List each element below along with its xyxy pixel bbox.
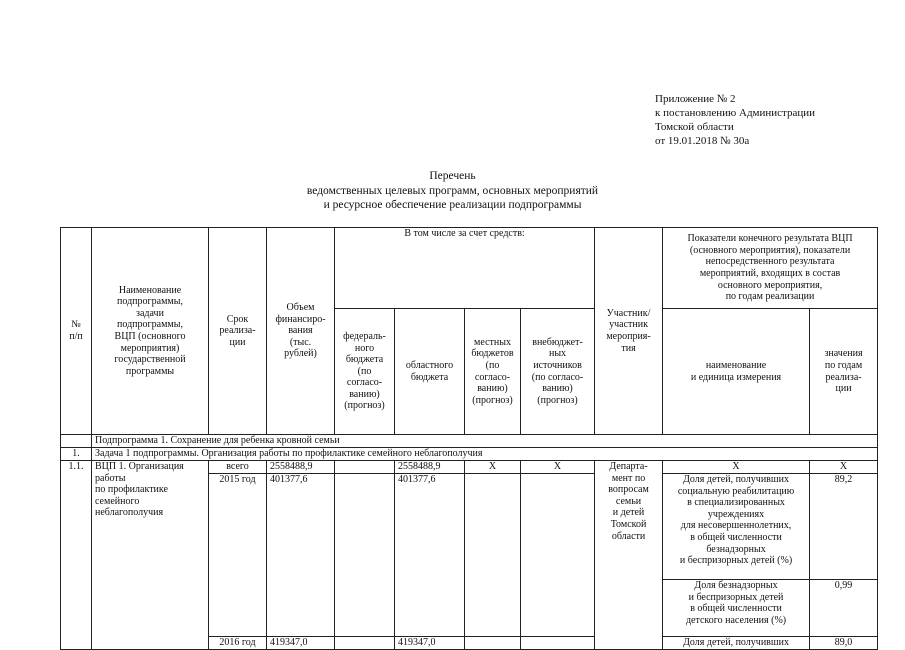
volume-2016: 419347,0 (267, 637, 335, 650)
regional-total: 2558488,9 (395, 461, 465, 474)
appendix-line: Приложение № 2 (655, 93, 736, 105)
federal-2016 (335, 637, 395, 650)
subprogram-num (61, 435, 92, 448)
header-indicators: Показатели конечного результата ВЦП (основного мероприятия), показатели непосредственного результата мероприятий, входящих в состав основного мероприятия, по годам реализации (663, 228, 878, 309)
participant: Департа- мент по вопросам семьи и детей Томской области (595, 461, 663, 650)
document-title (0, 169, 905, 213)
indicator-name: Доля детей, получивших (663, 637, 810, 650)
header-ind-values: значения по годам реализа- ции (810, 309, 878, 435)
extra-total: X (521, 461, 595, 474)
header-name: Наименование подпрограммы, задачи подпрограммы, ВЦП (основного мероприятия) государственной программы (92, 228, 209, 435)
ind-name-total: X (663, 461, 810, 474)
extra-2016 (521, 637, 595, 650)
federal-2015 (335, 474, 395, 637)
indicator-value: 0,99 (810, 580, 878, 637)
term-2015: 2015 год (209, 474, 267, 637)
header-ind-name: наименование и единица измерения (663, 309, 810, 435)
header-volume: Объем финансиро- вания (тыс. рублей) (267, 228, 335, 435)
header-extra: внебюджет- ных источников (по согласо- ванию) (прогноз) (521, 309, 595, 435)
ind-value-total: X (810, 461, 878, 474)
item-name: ВЦП 1. Организация работы по профилактике семейного неблагополучия (92, 461, 209, 650)
indicator-name: Доля безнадзорных и беспризорных детей в общей численности детского населения (%) (663, 580, 810, 637)
header-local: местных бюджетов (по согласо- ванию) (прогноз) (465, 309, 521, 435)
header-regional: областного бюджета (395, 309, 465, 435)
volume-total: 2558488,9 (267, 461, 335, 474)
extra-2015 (521, 474, 595, 637)
header-num: № п/п (61, 228, 92, 435)
task-num: 1. (61, 448, 92, 461)
local-2015 (465, 474, 521, 637)
title-line: ведомственных целевых программ, основных мероприятий (306, 184, 599, 197)
item-num: 1.1. (61, 461, 92, 650)
local-2016 (465, 637, 521, 650)
federal-total (335, 461, 395, 474)
appendix-line: к постановлению Администрации (655, 107, 816, 119)
indicator-name: Доля детей, получивших социальную реабилитацию в специализированных учреждениях для несовершеннолетних, в общей численности безнадзорных и беспризорных детей (%) (663, 474, 810, 580)
local-total: X (465, 461, 521, 474)
term-2016: 2016 год (209, 637, 267, 650)
header-term: Срок реализа- ции (209, 228, 267, 435)
program-table (60, 227, 878, 650)
term-total: всего (209, 461, 267, 474)
indicator-value: 89,0 (810, 637, 878, 650)
title-line: Перечень (429, 170, 476, 182)
regional-2015: 401377,6 (395, 474, 465, 637)
header-federal: федераль- ного бюджета (по согласо- ванию) (прогноз) (335, 309, 395, 435)
header-participant: Участник/ участник мероприя- тия (595, 228, 663, 435)
volume-2015: 401377,6 (267, 474, 335, 637)
appendix-line: Томской области (655, 121, 734, 133)
appendix-line: от 19.01.2018 № 30а (655, 135, 750, 147)
task-row: Задача 1 подпрограммы. Организация работы по профилактике семейного неблагополучия (92, 448, 878, 461)
title-line: и ресурсное обеспечение реализации подпрограммы (323, 199, 582, 211)
subprogram-row: Подпрограмма 1. Сохранение для ребенка кровной семьи (92, 435, 878, 448)
indicator-value: 89,2 (810, 474, 878, 580)
appendix-block (655, 92, 815, 148)
header-incl: В том числе за счет средств: (335, 228, 595, 309)
regional-2016: 419347,0 (395, 637, 465, 650)
